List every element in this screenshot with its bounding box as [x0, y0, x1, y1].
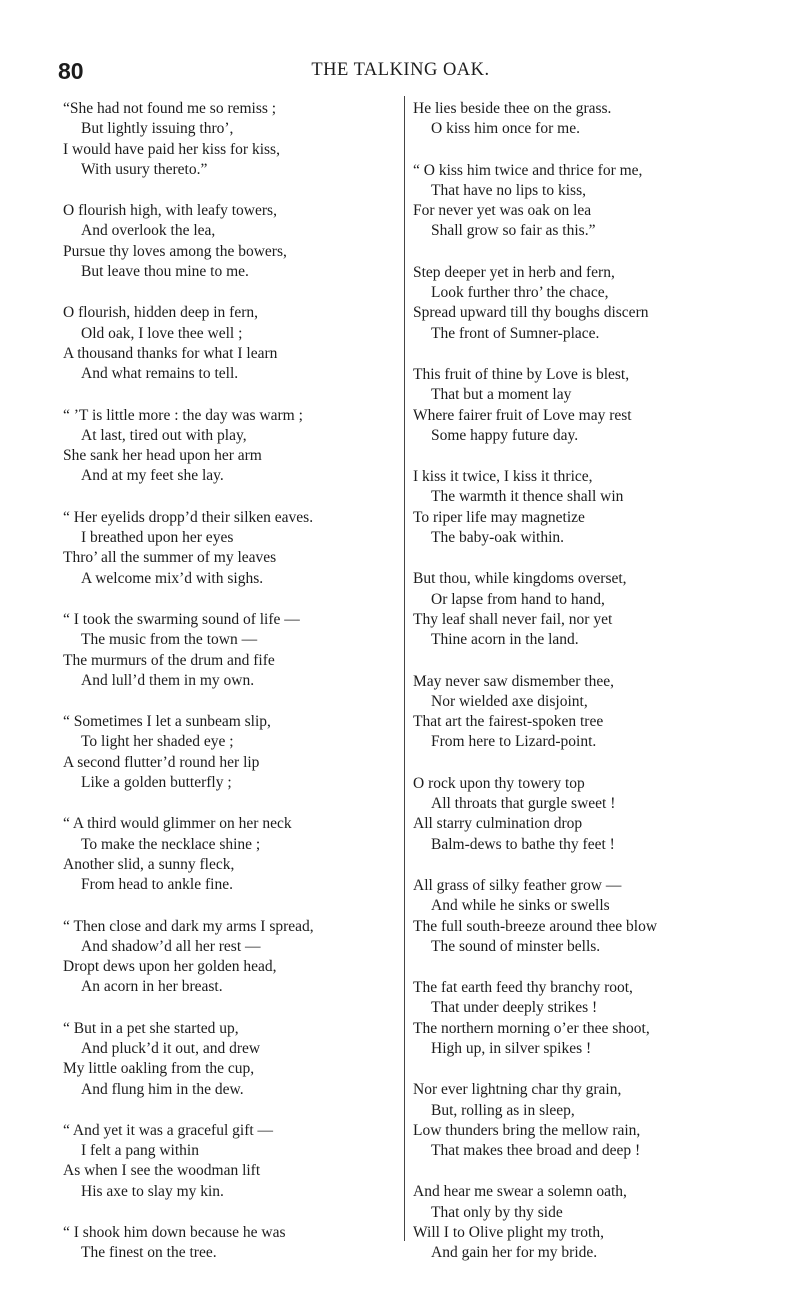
verse-line: And while he sinks or swells	[431, 897, 610, 915]
stanza	[413, 1182, 793, 1263]
verse-line: Thro’ all the summer of my leaves	[63, 549, 277, 567]
verse-line: With usury thereto.”	[81, 160, 208, 178]
verse-line: Dropt dews upon her golden head,	[63, 958, 277, 976]
verse-line: Some happy future day.	[431, 426, 579, 444]
verse-line: “ And yet it was a graceful gift —	[63, 1121, 274, 1139]
verse-line: Or lapse from hand to hand,	[431, 590, 605, 608]
verse-line: But, rolling as in sleep,	[431, 1101, 575, 1119]
verse-line: A welcome mix’d with sighs.	[81, 569, 264, 587]
verse-line: Nor wielded axe disjoint,	[431, 692, 588, 710]
verse-line: O flourish high, with leafy towers,	[63, 202, 277, 220]
stanza	[413, 876, 793, 957]
verse-line: Look further thro’ the chace,	[431, 284, 609, 302]
verse-line: The baby-oak within.	[431, 529, 565, 547]
page-header	[0, 58, 801, 88]
verse-line: But lightly issuing thro’,	[81, 120, 234, 138]
verse-line: As when I see the woodman lift	[63, 1162, 261, 1180]
verse-line: The front of Sumner-place.	[431, 324, 600, 342]
verse-line: And flung him in the dew.	[81, 1080, 244, 1098]
verse-line: And gain her for my bride.	[431, 1244, 598, 1262]
verse-line: For never yet was oak on lea	[413, 202, 592, 220]
stanza	[413, 774, 793, 855]
verse-line: Shall grow so fair as this.”	[431, 222, 596, 240]
verse-line: Where fairer fruit of Love may rest	[413, 406, 632, 424]
verse-line: “ ’T is little more : the day was warm ;	[63, 406, 303, 424]
verse-line: “ I shook him down because he was	[63, 1224, 286, 1242]
stanza	[413, 672, 793, 753]
stanza	[63, 1019, 408, 1100]
stanza	[413, 569, 793, 650]
verse-line: And at my feet she lay.	[81, 467, 224, 485]
verse-line: I felt a pang within	[81, 1142, 199, 1160]
stanza	[63, 99, 408, 180]
verse-line: Like a golden butterfly ;	[81, 774, 232, 792]
verse-line: All grass of silky feather grow —	[413, 876, 622, 894]
column-rule	[404, 96, 405, 1241]
verse-line: But leave thou mine to me.	[81, 263, 249, 281]
verse-line: At last, tired out with play,	[81, 426, 247, 444]
verse-line: “ O kiss him twice and thrice for me,	[413, 161, 643, 179]
verse-line: Nor ever lightning char thy grain,	[413, 1081, 622, 1099]
verse-line: May never saw dismember thee,	[413, 672, 615, 690]
verse-line: And what remains to tell.	[81, 365, 239, 383]
stanza	[63, 508, 408, 589]
verse-line: “ I took the swarming sound of life —	[63, 610, 300, 628]
verse-line: And shadow’d all her rest —	[81, 937, 261, 955]
verse-line: And pluck’d it out, and drew	[81, 1039, 261, 1057]
verse-line: O kiss him once for me.	[431, 120, 580, 138]
verse-line: “ But in a pet she started up,	[63, 1019, 239, 1037]
stanza	[63, 303, 408, 384]
verse-line: Thy leaf shall never fail, nor yet	[413, 610, 613, 628]
stanza	[413, 1080, 793, 1161]
stanza	[413, 978, 793, 1059]
verse-line: The northern morning o’er thee shoot,	[413, 1019, 650, 1037]
verse-line: All throats that gurgle sweet !	[431, 795, 616, 813]
verse-line: “ Her eyelids dropp’d their silken eaves.	[63, 508, 314, 526]
verse-line: To riper life may magnetize	[413, 508, 585, 526]
verse-line: And overlook the lea,	[81, 222, 216, 240]
stanza	[63, 610, 408, 691]
verse-line: O rock upon thy towery top	[413, 774, 585, 792]
verse-line: His axe to slay my kin.	[81, 1182, 224, 1200]
stanza	[413, 467, 793, 548]
running-title: THE TALKING OAK.	[311, 60, 490, 80]
verse-line: To light her shaded eye ;	[81, 733, 234, 751]
stanza	[413, 161, 793, 242]
verse-line: He lies beside thee on the grass.	[413, 100, 612, 117]
verse-line: An acorn in her breast.	[81, 978, 223, 996]
verse-line: The fat earth feed thy branchy root,	[413, 979, 633, 997]
verse-line: Spread upward till thy boughs discern	[413, 304, 649, 322]
verse-line: That makes thee broad and deep !	[431, 1142, 641, 1160]
verse-line: This fruit of thine by Love is blest,	[413, 365, 630, 383]
verse-line: She sank her head upon her arm	[63, 447, 262, 465]
verse-line: I breathed upon her eyes	[81, 529, 234, 547]
verse-line: Step deeper yet in herb and fern,	[413, 263, 615, 281]
verse-line: A second flutter’d round her lip	[63, 753, 260, 771]
verse-line: I would have paid her kiss for kiss,	[63, 140, 280, 158]
stanza	[63, 201, 408, 282]
verse-line: The finest on the tree.	[81, 1244, 217, 1262]
verse-line: That but a moment lay	[431, 386, 572, 404]
verse-line: “She had not found me so remiss ;	[63, 100, 277, 117]
verse-line: That art the fairest-spoken tree	[413, 713, 604, 731]
verse-line: “ Sometimes I let a sunbeam slip,	[63, 713, 271, 731]
verse-line: The murmurs of the drum and fife	[63, 651, 275, 669]
stanza	[63, 1223, 408, 1264]
verse-line: The full south-breeze around thee blow	[413, 917, 658, 935]
verse-line: The warmth it thence shall win	[431, 488, 624, 506]
verse-line: From head to ankle fine.	[81, 876, 233, 894]
page-number: 80	[58, 58, 84, 84]
stanza	[63, 406, 408, 487]
stanza	[413, 99, 793, 140]
stanza	[413, 365, 793, 446]
verse-line: Pursue thy loves among the bowers,	[63, 242, 287, 260]
verse-line: To make the necklace shine ;	[81, 835, 261, 853]
verse-line: Balm-dews to bathe thy feet !	[431, 835, 615, 853]
verse-line: Old oak, I love thee well ;	[81, 324, 243, 342]
stanza	[63, 712, 408, 793]
verse-line: That under deeply strikes !	[431, 999, 598, 1017]
verse-line: The sound of minster bells.	[431, 937, 601, 955]
verse-line: And hear me swear a solemn oath,	[413, 1183, 627, 1201]
verse-line: Thine acorn in the land.	[431, 631, 579, 649]
verse-line: That have no lips to kiss,	[431, 181, 586, 199]
verse-line: Will I to Olive plight my troth,	[413, 1224, 604, 1242]
verse-line: Another slid, a sunny fleck,	[63, 855, 235, 873]
verse-line: The music from the town —	[81, 631, 258, 649]
verse-line: From here to Lizard-point.	[431, 733, 597, 751]
verse-line: That only by thy side	[431, 1203, 563, 1221]
verse-line: I kiss it twice, I kiss it thrice,	[413, 468, 593, 486]
right-column	[413, 99, 793, 1285]
verse-line: O flourish, hidden deep in fern,	[63, 304, 258, 322]
verse-line: And lull’d them in my own.	[81, 671, 255, 689]
stanza	[413, 263, 793, 344]
stanza	[63, 917, 408, 998]
verse-line: Low thunders bring the mellow rain,	[413, 1121, 641, 1139]
stanza	[63, 1121, 408, 1202]
verse-line: A thousand thanks for what I learn	[63, 344, 278, 362]
verse-line: “ A third would glimmer on her neck	[63, 815, 292, 833]
verse-line: High up, in silver spikes !	[431, 1039, 592, 1057]
stanza	[63, 814, 408, 895]
verse-line: My little oakling from the cup,	[63, 1060, 255, 1078]
verse-line: But thou, while kingdoms overset,	[413, 570, 627, 588]
left-column	[63, 99, 408, 1285]
verse-line: All starry culmination drop	[413, 815, 583, 833]
verse-line: “ Then close and dark my arms I spread,	[63, 917, 314, 935]
